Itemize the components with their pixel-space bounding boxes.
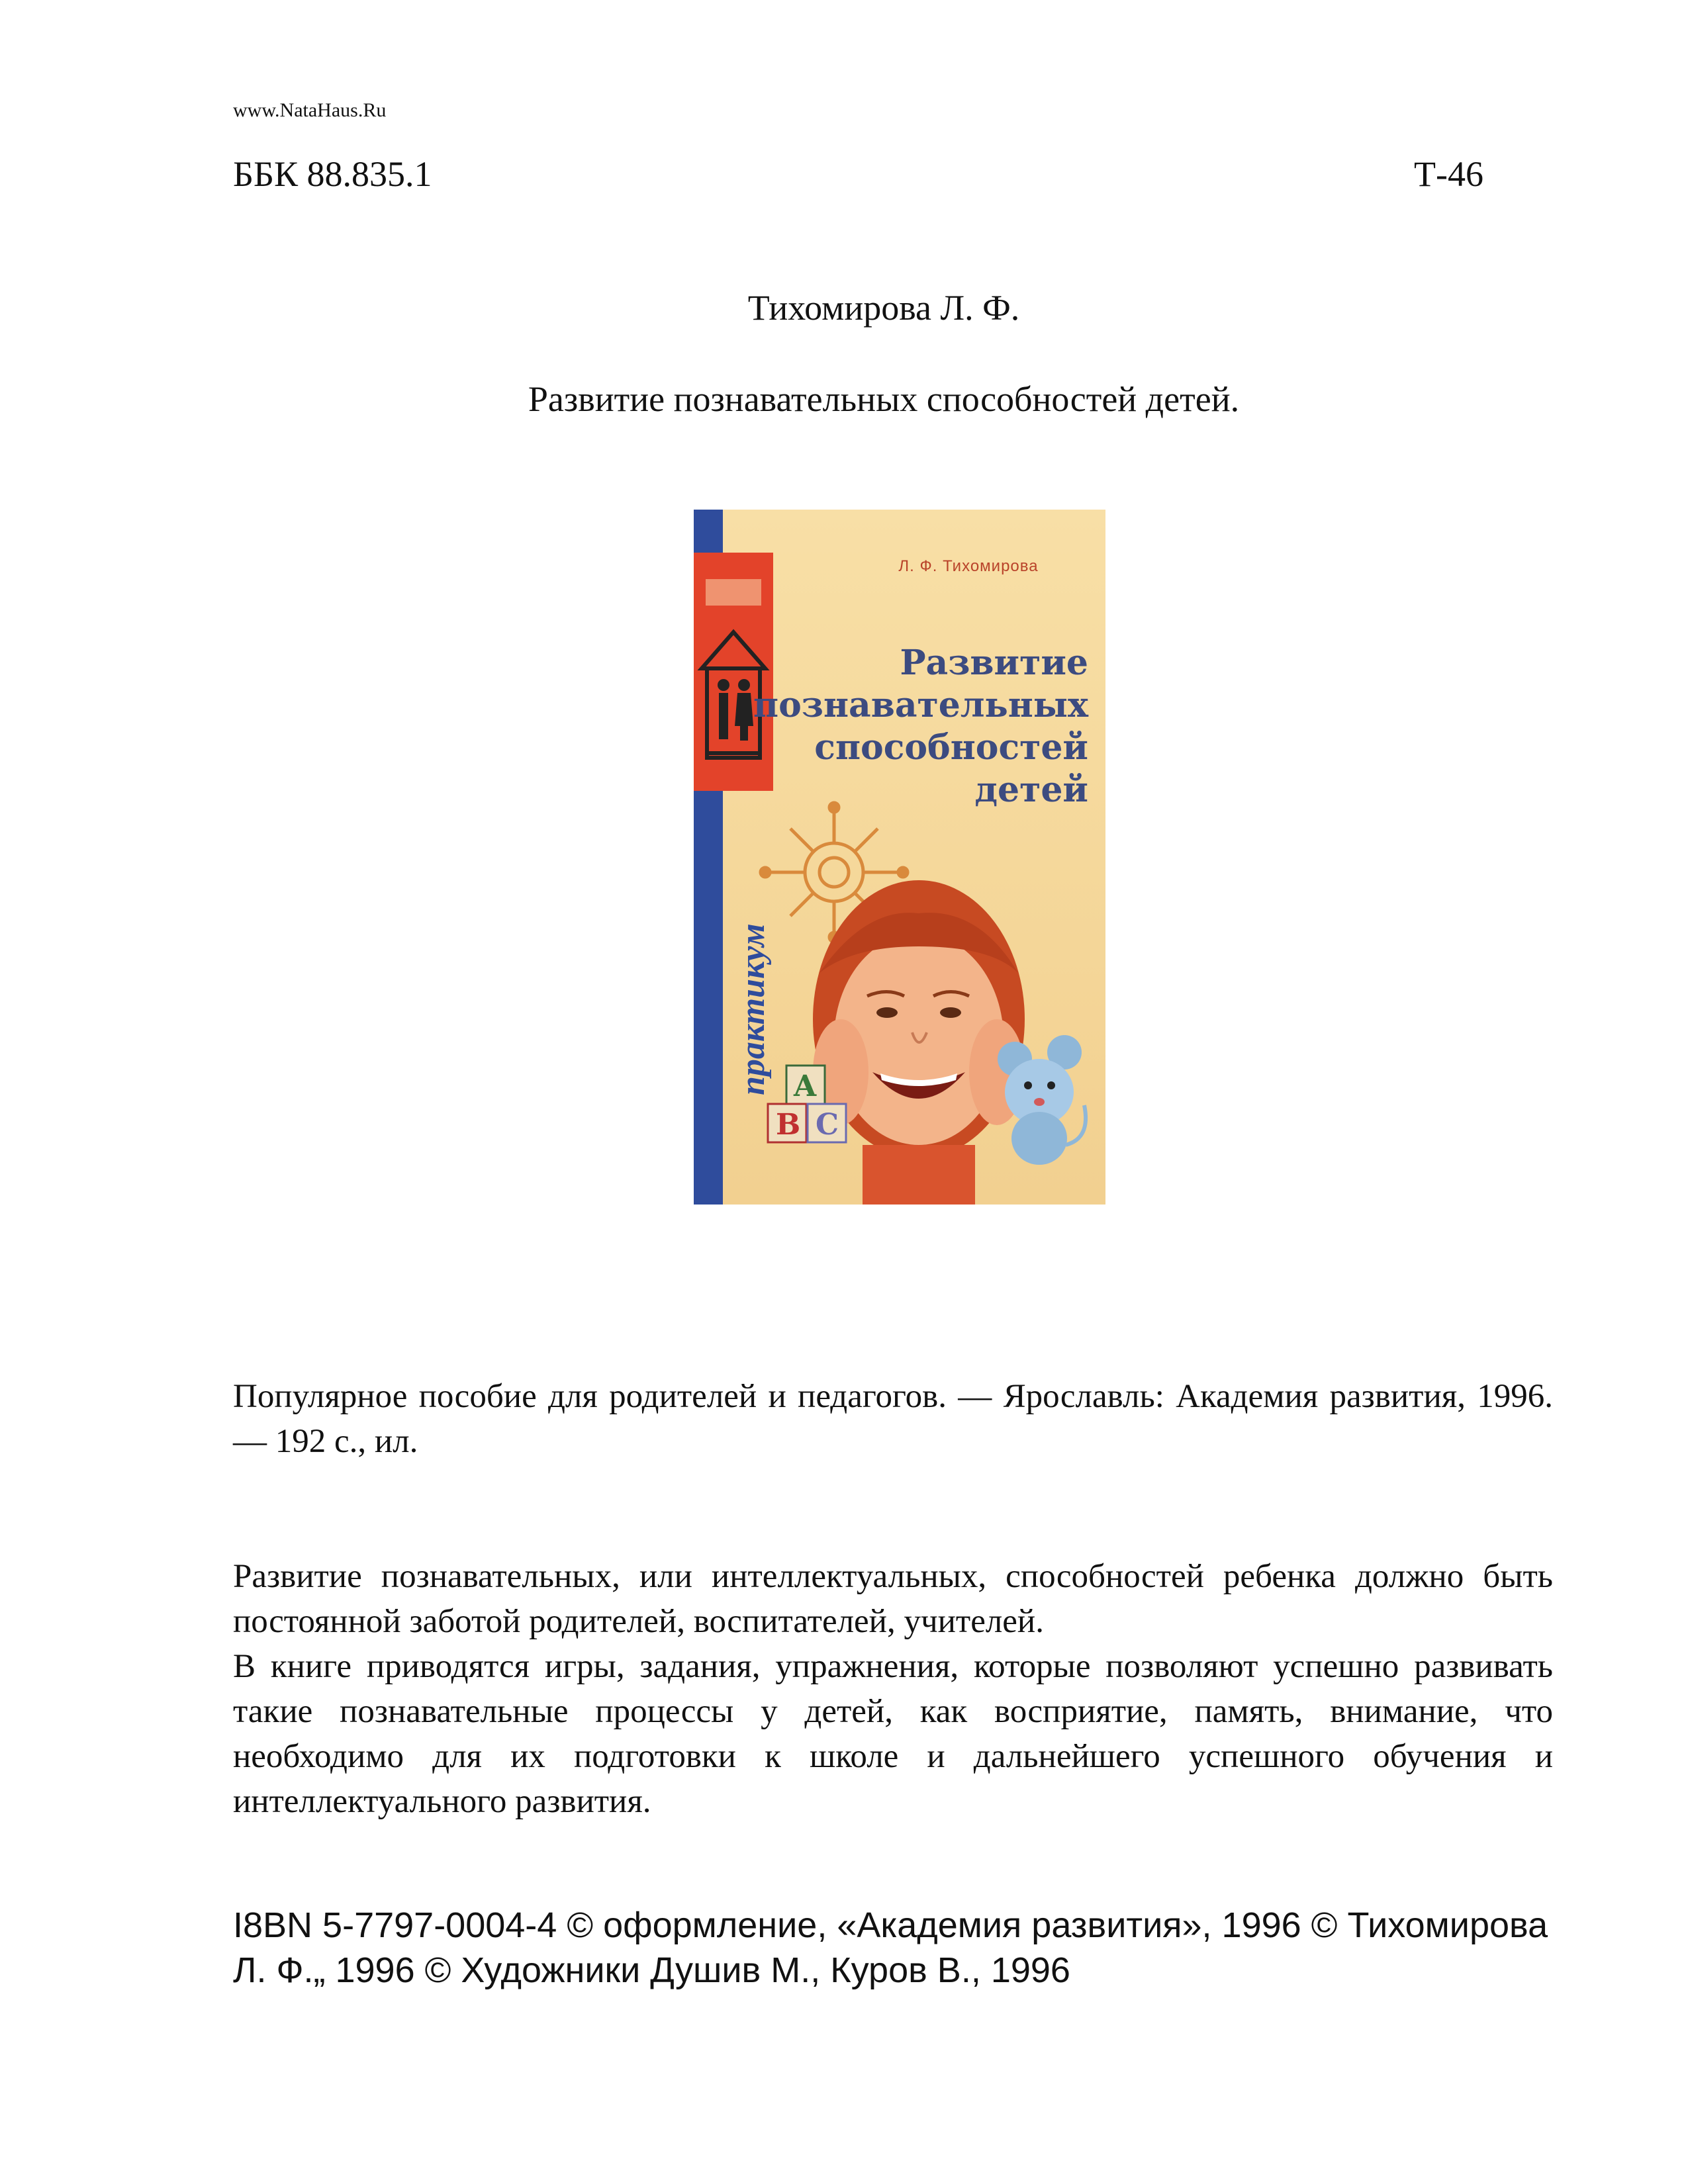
book-cover bbox=[694, 510, 1105, 1205]
cover-series-label: практикум bbox=[734, 923, 772, 1095]
abstract-paragraph: Развитие познавательных, или интеллектуальных, способностей ребенка должно быть постоянной заботой родителей, воспитателей, учителей. bbox=[233, 1558, 1553, 1640]
cover-title-line: детей bbox=[974, 770, 1088, 810]
cover-title-line: способностей bbox=[814, 727, 1088, 768]
abstract bbox=[233, 1554, 1553, 1824]
imprint-text: Популярное пособие для родителей и педагогов. — Ярославль: Академия развития, 1996. — 192 с., ил. bbox=[233, 1378, 1553, 1460]
cover-author: Л. Ф. Тихомирова bbox=[898, 557, 1039, 575]
toy-mouse-illustration bbox=[998, 1035, 1086, 1165]
block-a-label: A bbox=[794, 1069, 817, 1103]
author-mark: Т-46 bbox=[1414, 154, 1483, 194]
child-face-illustration bbox=[813, 880, 1025, 1205]
isbn-copyright: I8BN 5-7797-0004-4 © оформление, «Академия развития», 1996 © Тихомирова Л. Ф.„ 1996 © Художники Душив М., Куров В., 1996 bbox=[233, 1905, 1548, 1990]
cover-illustration bbox=[694, 510, 1105, 1205]
cover-title-line: познавательных bbox=[753, 685, 1088, 725]
book-author: Тихомирова Л. Ф. bbox=[747, 288, 1020, 328]
book-title: Развитие познавательных способностей детей. bbox=[528, 379, 1240, 419]
bbk-code: ББК 88.835.1 bbox=[233, 154, 432, 194]
cover-title-line: Развитие bbox=[900, 643, 1088, 683]
site-url[interactable]: www.NataHaus.Ru bbox=[233, 99, 387, 121]
block-b-label: B bbox=[776, 1108, 801, 1142]
abstract-paragraph: В книге приводятся игры, задания, упражнения, которые позволяют успешно развивать такие познавательные процессы у детей, как восприятие, память, внимание, что необходимо для их подготовки к школе и дальнейшего успешного обучения и интеллектуального развития. bbox=[233, 1648, 1553, 1820]
block-c-label: C bbox=[816, 1108, 839, 1142]
